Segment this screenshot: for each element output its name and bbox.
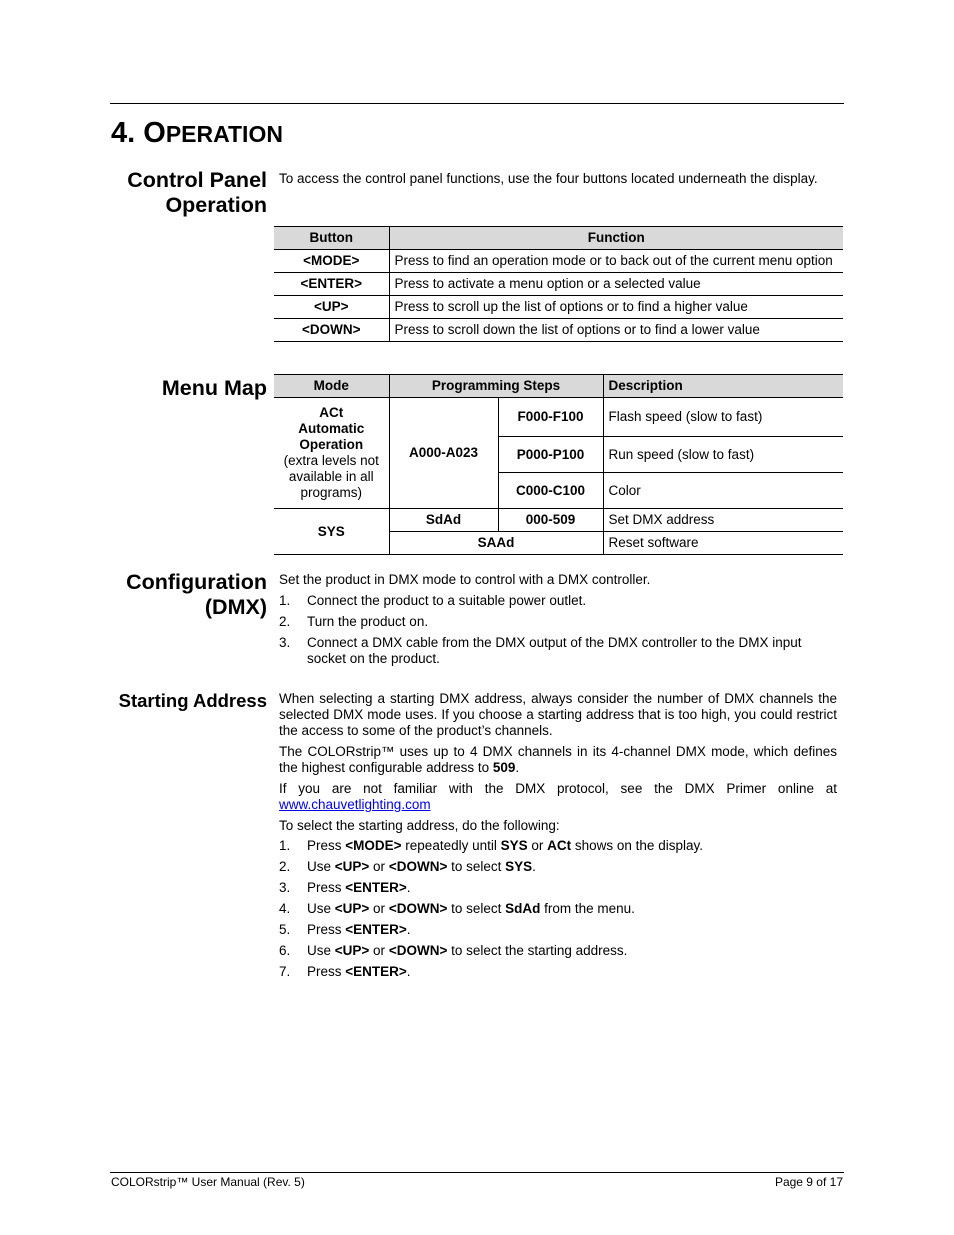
control-panel-intro: To access the control panel functions, use the four buttons located underneath the display.: [279, 171, 818, 186]
starting-address-p3: If you are not familiar with the DMX protocol, see the DMX Primer online at www.chauvetlighting.com: [279, 781, 837, 812]
column-header: Mode: [274, 375, 389, 398]
list-item: 2. Turn the product on.: [279, 614, 429, 629]
starting-address-p4: To select the starting address, do the following:: [279, 818, 560, 833]
chapter-title: 4. OPERATION: [111, 117, 283, 149]
list-item: 1. Press <MODE> repeatedly until SYS or ACt shows on the display.: [279, 838, 703, 853]
chauvet-link[interactable]: www.chauvetlighting.com: [279, 797, 431, 812]
configuration-steps: [279, 593, 837, 667]
step-cell: P000-P100: [498, 437, 603, 473]
table-row: [274, 250, 843, 273]
act-range-cell: A000-A023: [389, 398, 498, 509]
description-cell: Run speed (slow to fast): [603, 437, 843, 473]
description-cell: Flash speed (slow to fast): [603, 398, 843, 437]
header-rule: [110, 103, 844, 104]
column-header: Button: [274, 227, 389, 250]
table-row: [274, 398, 843, 437]
list-item: 2. Use <UP> or <DOWN> to select SYS.: [279, 859, 536, 874]
list-item: 7. Press <ENTER>.: [279, 964, 411, 979]
footer-title: COLORstrip™ User Manual (Rev. 5): [111, 1175, 305, 1189]
starting-address-p1: When selecting a starting DMX address, always consider the number of DMX channels the selected DMX mode uses. If you choose a starting address that is too high, you could restrict the access to some of the product’s channels.: [279, 691, 837, 738]
step-cell: C000-C100: [498, 473, 603, 509]
list-item: 6. Use <UP> or <DOWN> to select the starting address.: [279, 943, 628, 958]
column-header: Programming Steps: [389, 375, 603, 398]
list-item: 3. Connect a DMX cable from the DMX output of the DMX controller to the DMX input socket on the product.: [279, 635, 802, 666]
list-item: 3. Press <ENTER>.: [279, 880, 411, 895]
menu-map-heading: Menu Map: [161, 376, 267, 400]
step-cell: F000-F100: [498, 398, 603, 437]
description-cell: Set DMX address: [603, 509, 843, 532]
button-cell: <ENTER>: [274, 273, 389, 296]
list-item: 1. Connect the product to a suitable power outlet.: [279, 593, 587, 608]
configuration-heading: Configuration (DMX): [126, 570, 267, 619]
function-cell: Press to find an operation mode or to back out of the current menu option: [389, 250, 843, 273]
mode-cell-act: ACt Automatic Operation (extra levels not available in all programs): [274, 398, 389, 509]
button-cell: <DOWN>: [274, 319, 389, 342]
mode-cell-sys: SYS: [274, 509, 389, 555]
step-cell: SdAd: [389, 509, 498, 532]
function-cell: Press to scroll up the list of options or to find a higher value: [389, 296, 843, 319]
control-panel-table: [274, 226, 843, 342]
button-cell: <UP>: [274, 296, 389, 319]
list-item: 4. Use <UP> or <DOWN> to select SdAd from the menu.: [279, 901, 635, 916]
starting-address-steps: [279, 838, 837, 980]
column-header: Description: [603, 375, 843, 398]
step-cell: 000-509: [498, 509, 603, 532]
footer-rule: [110, 1172, 844, 1173]
menu-map-table: [274, 374, 843, 555]
table-row: [274, 296, 843, 319]
table-header-row: [274, 227, 843, 250]
table-row: [274, 319, 843, 342]
column-header: Function: [389, 227, 843, 250]
description-cell: Reset software: [603, 532, 843, 555]
table-header-row: [274, 375, 843, 398]
page-number: Page 9 of 17: [774, 1175, 843, 1189]
configuration-intro: Set the product in DMX mode to control with a DMX controller.: [279, 572, 651, 587]
control-panel-heading: Control Panel Operation: [127, 168, 267, 217]
list-item: 5. Press <ENTER>.: [279, 922, 411, 937]
table-row: [274, 509, 843, 532]
description-cell: Color: [603, 473, 843, 509]
function-cell: Press to scroll down the list of options or to find a lower value: [389, 319, 843, 342]
starting-address-p2: The COLORstrip™ uses up to 4 DMX channels in its 4-channel DMX mode, which defines the highest configurable address to 509.: [279, 744, 837, 775]
step-cell: SAAd: [389, 532, 603, 555]
button-cell: <MODE>: [274, 250, 389, 273]
function-cell: Press to activate a menu option or a selected value: [389, 273, 843, 296]
table-row: [274, 273, 843, 296]
starting-address-heading: Starting Address: [118, 690, 267, 711]
